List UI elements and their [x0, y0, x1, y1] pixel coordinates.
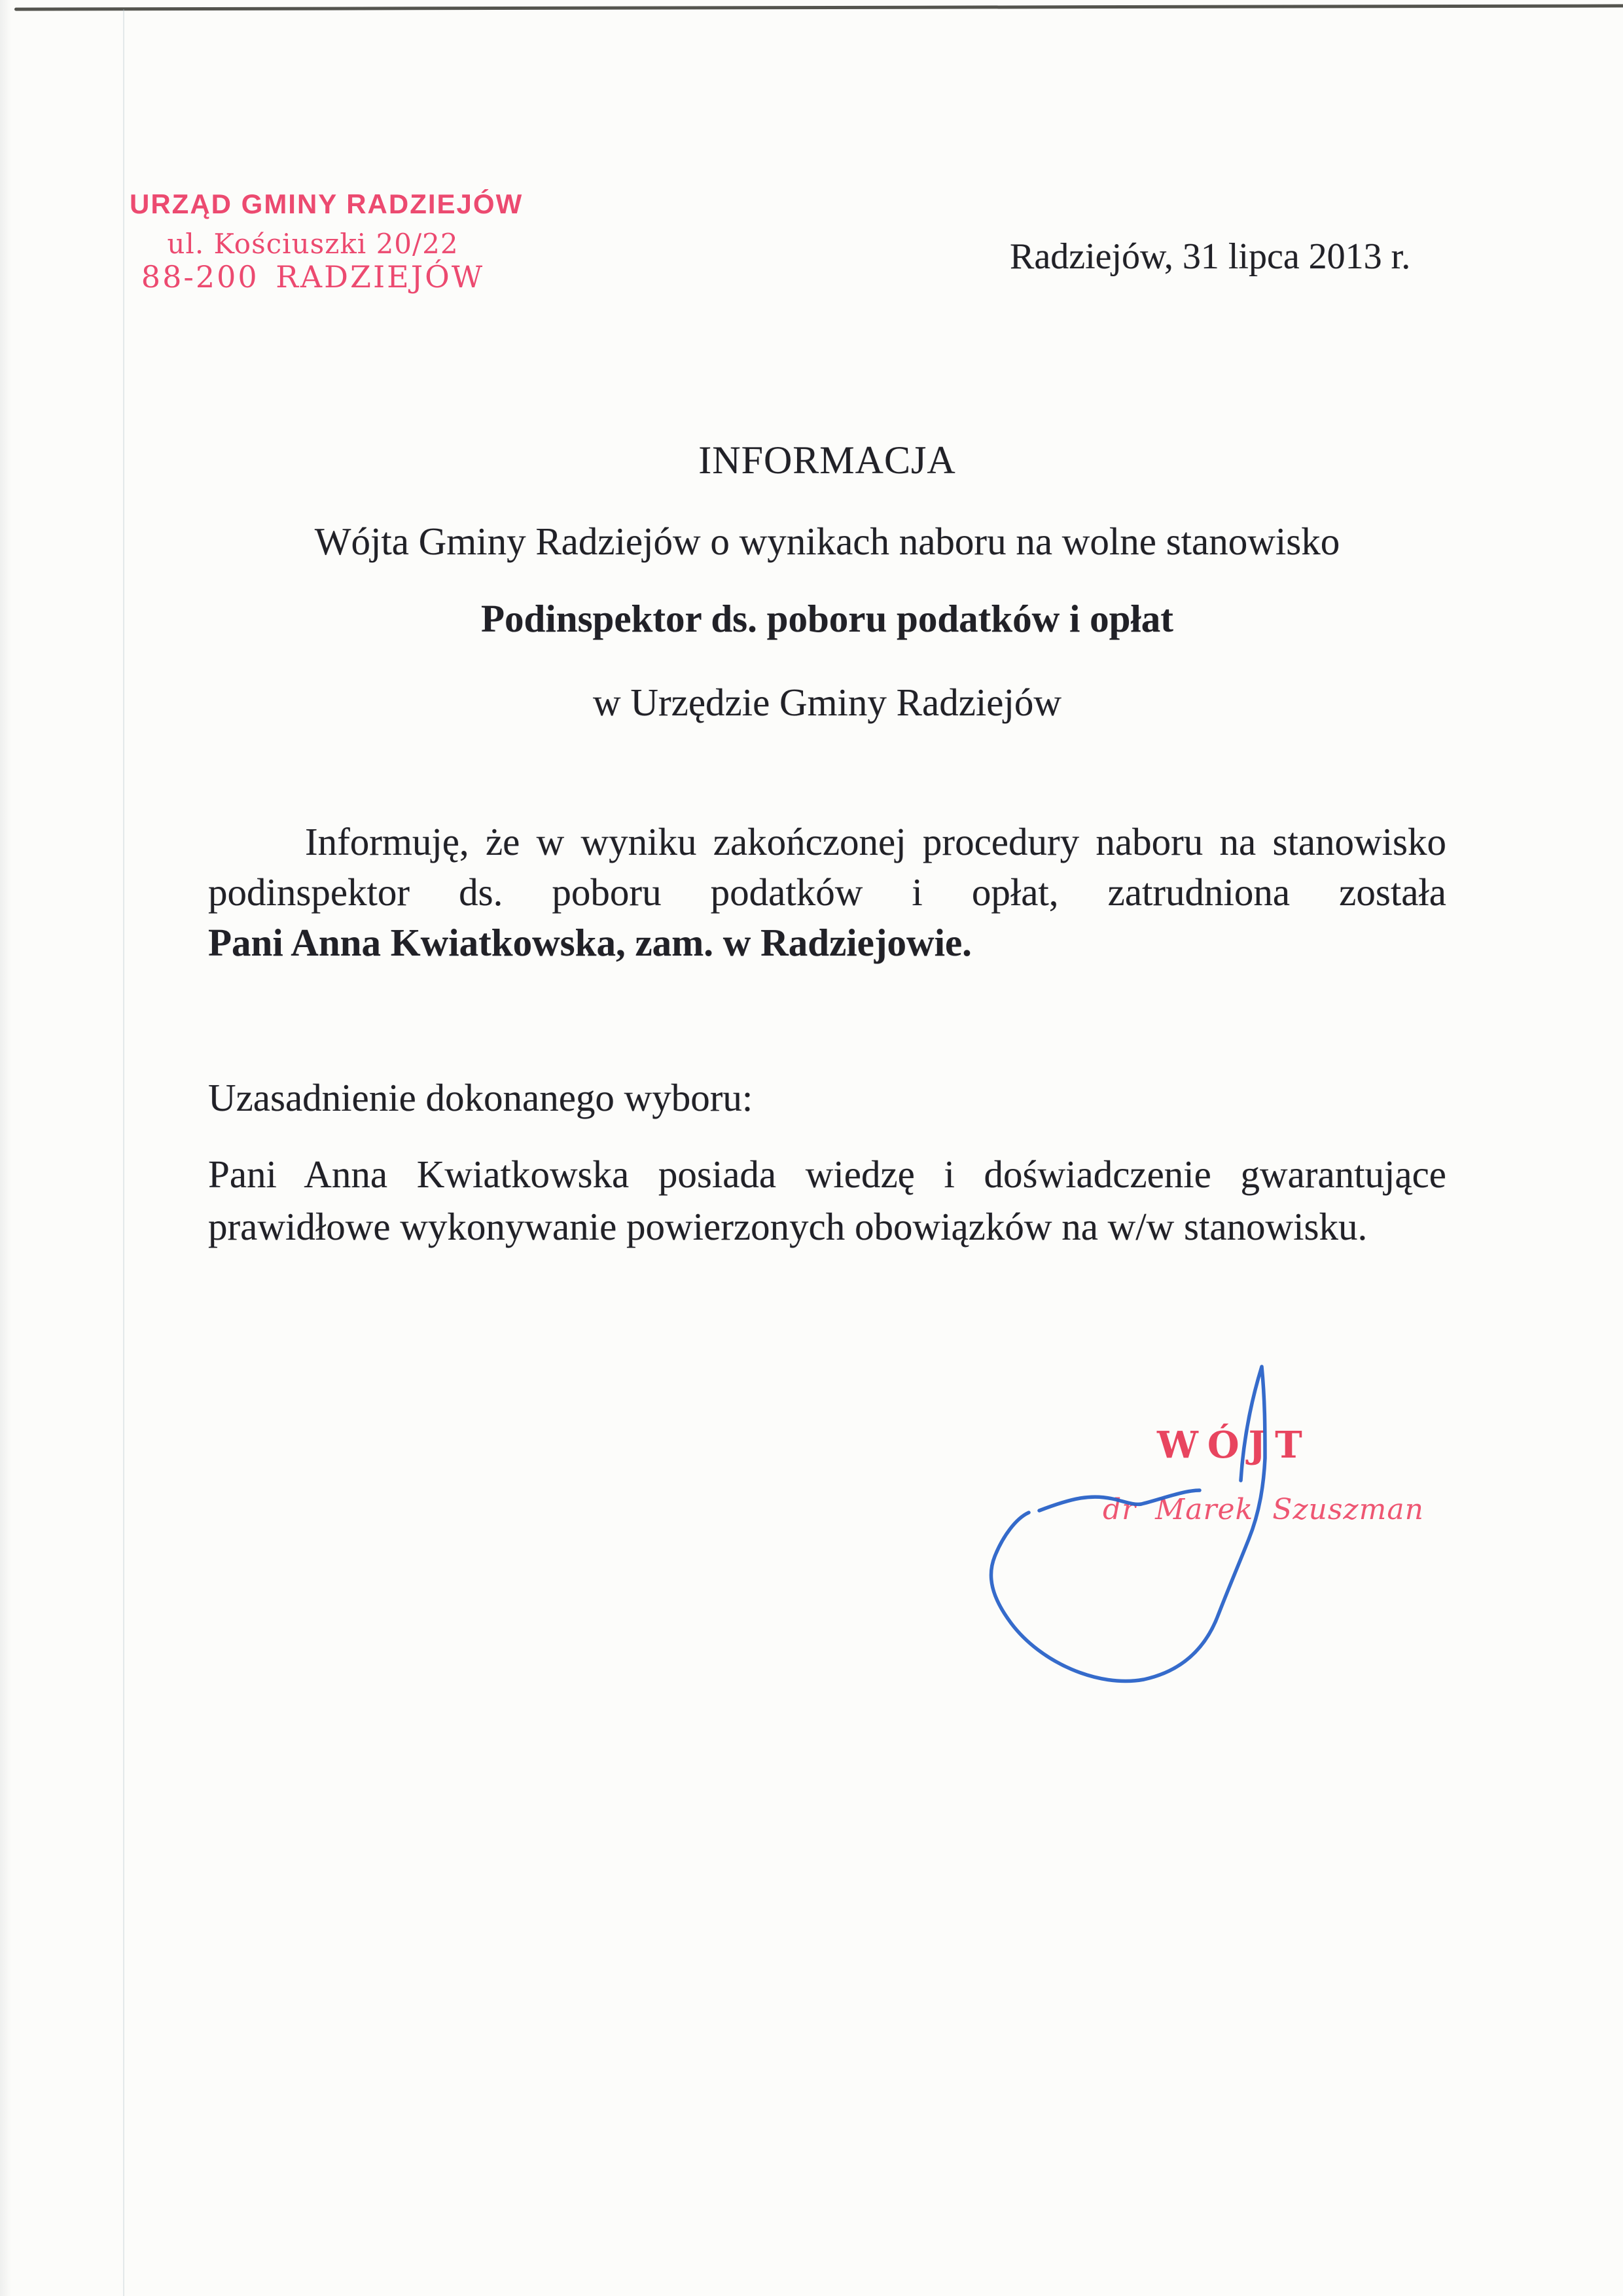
paragraph-line: Pani Anna Kwiatkowska posiada wiedzę i doświadczenie gwarantujące: [208, 1153, 1446, 1196]
justification-label: Uzasadnienie dokonanego wyboru:: [208, 1076, 753, 1119]
handwritten-signature: [903, 1322, 1374, 1780]
place-and-date: Radziejów, 31 lipca 2013 r.: [1010, 236, 1411, 277]
body-paragraph-result: [208, 817, 1446, 968]
document-subtitle: Wójta Gminy Radziejów o wynikach naboru na wolne stanowisko: [314, 520, 1340, 563]
sender-office-name: URZĄD GMINY RADZIEJÓW: [130, 188, 524, 219]
job-position-title: Podinspektor ds. poboru podatków i opłat: [481, 597, 1173, 640]
role-stamp: WÓJT: [1157, 1424, 1311, 1467]
paragraph-line: Informuję, że w wyniku zakończonej procedury naboru na stanowisko: [305, 820, 1446, 863]
document-title: INFORMACJA: [698, 439, 956, 482]
sender-street: ul. Kościuszki 20/22: [167, 228, 459, 260]
scan-left-shadow: [0, 0, 12, 2296]
hired-person-name: Pani Anna Kwiatkowska, zam. w Radziejowie.: [208, 921, 972, 964]
office-name-line: w Urzędzie Gminy Radziejów: [593, 681, 1061, 724]
paragraph-line: prawidłowe wykonywanie powierzonych obowiązków na w/w stanowisku.: [208, 1205, 1368, 1248]
signature-flourish-stroke: [1039, 1490, 1200, 1511]
sender-city: 88-200 RADZIEJÓW: [141, 259, 485, 295]
scan-edge-line: [14, 4, 1623, 10]
signer-name-stamp: dr Marek Szuszman: [1103, 1493, 1424, 1526]
sender-address-stamp: [130, 188, 524, 295]
paragraph-line: podinspektor ds. poboru podatków i opłat, zatrudniona została: [208, 870, 1446, 914]
signature-loop-stroke: [991, 1367, 1265, 1681]
scan-fold-line: [123, 9, 124, 2296]
body-paragraph-justification: [208, 1148, 1446, 1253]
